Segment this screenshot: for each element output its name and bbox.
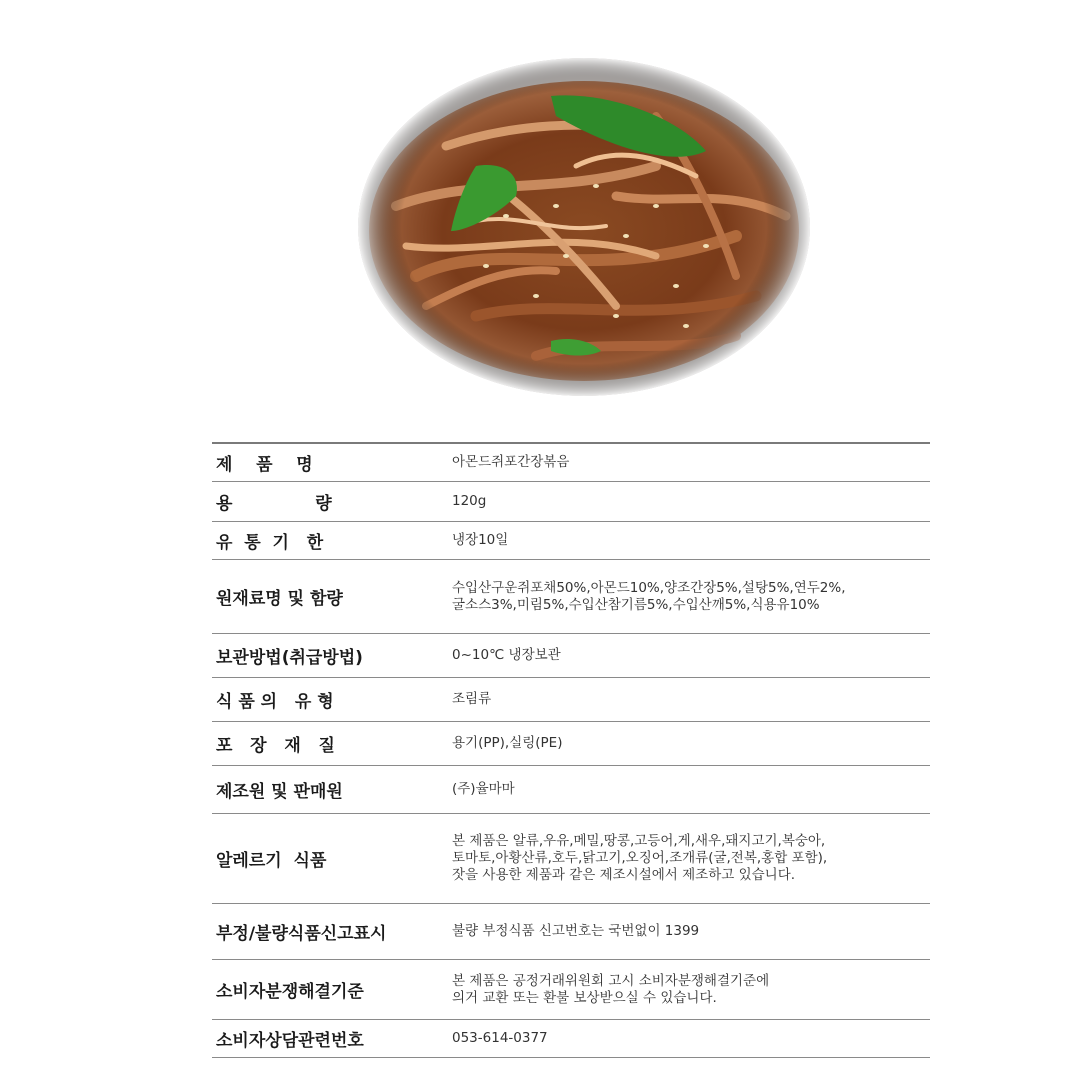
spec-row	[212, 522, 930, 560]
spec-label: 제조원 및 판매원	[216, 782, 343, 802]
spec-value: 053-614-0377	[452, 1030, 548, 1046]
spec-row	[212, 960, 930, 1020]
spec-label: 식 품 의 유 형	[216, 692, 334, 712]
spec-label: 소비자상담관련번호	[216, 1031, 364, 1051]
spec-row	[212, 814, 930, 904]
spec-value: (주)율마마	[452, 781, 515, 797]
spec-value: 0~10℃ 냉장보관	[452, 647, 561, 663]
spec-label: 알레르기 식품	[216, 851, 327, 871]
spec-value: 수입산구운쥐포채50%,아몬드10%,양조간장5%,설탕5%,연두2%, 굴소스3%,미림5%,수입산참기름5%,수입산깨5%,식용유10%	[452, 579, 846, 613]
spec-row	[212, 634, 930, 678]
spec-value: 조림류	[452, 691, 492, 707]
spec-value: 냉장10일	[452, 532, 509, 548]
spec-label: 용 량	[216, 494, 332, 514]
spec-label: 소비자분쟁해결기준	[216, 982, 364, 1002]
spec-row	[212, 482, 930, 522]
spec-value: 불량 부정식품 신고번호는 국번없이 1399	[452, 923, 700, 939]
spec-value: 용기(PP),실링(PE)	[452, 735, 563, 751]
spec-label: 보관방법(취급방법)	[216, 648, 363, 668]
spec-row	[212, 722, 930, 766]
spec-row	[212, 904, 930, 960]
product-photo	[356, 56, 812, 398]
spec-row	[212, 678, 930, 722]
spec-row	[212, 560, 930, 634]
spec-row	[212, 444, 930, 482]
spec-value: 본 제품은 공정거래위원회 고시 소비자분쟁해결기준에 의거 교환 또는 환불 보상받으실 수 있습니다.	[452, 972, 770, 1006]
product-spec-table	[212, 442, 930, 1058]
spec-label: 부정/불량식품신고표시	[216, 924, 387, 944]
spec-row	[212, 766, 930, 814]
spec-label: 원재료명 및 함량	[216, 589, 343, 609]
spec-value: 120g	[452, 493, 487, 509]
spec-value: 본 제품은 알류,우유,메밀,땅콩,고등어,게,새우,돼지고기,복숭아, 토마토,아황산류,호두,닭고기,오징어,조개류(굴,전복,홍합 포함), 잣을 사용한 제품과 같은 제조시설에서 제조하고 있습니다.	[452, 833, 828, 883]
spec-row	[212, 1020, 930, 1058]
spec-label: 유 통 기 한	[216, 533, 324, 553]
spec-value: 아몬드쥐포간장볶음	[452, 454, 570, 470]
spec-label: 제 품 명	[216, 455, 313, 475]
spec-label: 포 장 재 질	[216, 736, 335, 756]
food-photo-icon	[356, 56, 812, 398]
